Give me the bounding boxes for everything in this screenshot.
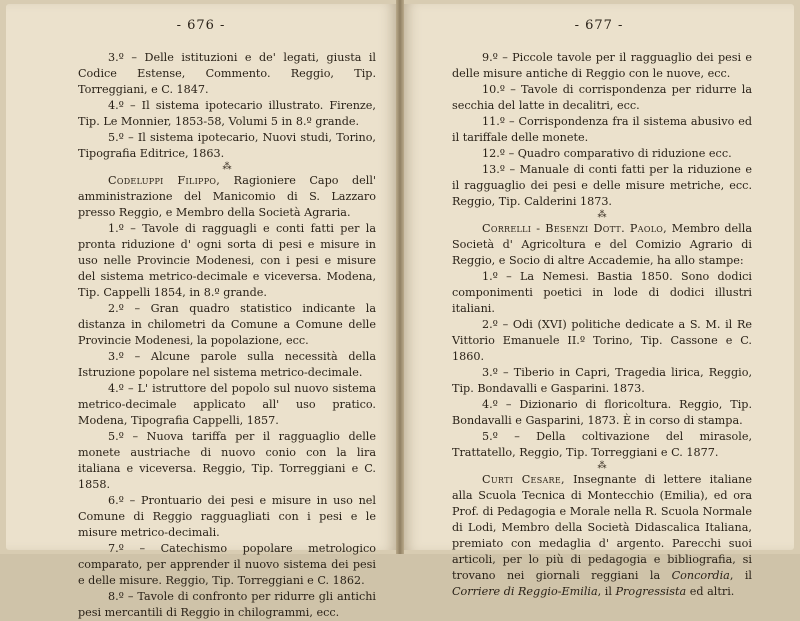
page-number: - 677 - xyxy=(574,18,624,33)
left-page xyxy=(6,4,396,619)
paragraph: 3.º – Delle istituzioni e de' legati, giusta il Codice Estense, Commento. Reggio, Tip. Torreggiani, e C. 1847. xyxy=(78,51,376,96)
page-text xyxy=(452,50,752,600)
page-number: - 676 - xyxy=(176,18,226,33)
section-separator: ⁂ xyxy=(597,461,607,471)
author-entry xyxy=(78,173,376,221)
section-separator: ⁂ xyxy=(222,162,232,172)
journal-title: Progressista xyxy=(615,585,687,598)
author-entry xyxy=(452,221,752,269)
section-separator: ⁂ xyxy=(597,210,607,220)
paragraph: 2.º – Odi (XVI) politiche dedicate a S. M. il Re Vittorio Emanuele II.º Torino, Tip. Cassone e C. 1860. xyxy=(452,318,752,363)
paragraph: 12.º – Quadro comparativo di riduzione ecc. xyxy=(482,147,732,160)
paragraph: 10.º – Tavole di corrispondenza per ridurre la secchia del latte in decalitri, ecc. xyxy=(452,83,752,112)
paragraph: 5.º – Nuova tariffa per il ragguaglio delle monete austriache di nuovo conio con la lira italiana e viceversa. Reggio, Tip. Torreggiani e C. 1858. xyxy=(78,430,376,491)
journal-title: Corriere di Reggio-Emilia xyxy=(452,585,598,598)
paragraph: 5.º – Il sistema ipotecario, Nuovi studi, Torino, Tipografia Editrice, 1863. xyxy=(78,131,376,160)
author-name: Curti Cesare, xyxy=(482,473,565,486)
journal-title: Concordia xyxy=(671,569,730,582)
author-description: Insegnante di lettere italiane alla Scuola Tecnica di Montecchio (Emilia), ed ora Prof. di Pedagogia e Morale nella R. Scuola Normale di Lodi, Membro della Società Didascalica Italiana, premiato con medaglia d' argento. Parecchi suoi articoli, per lo più di pedagogia e bibliografia, si trovano nei giornali reggiani la xyxy=(452,473,752,582)
author-entry xyxy=(452,472,752,600)
paragraph: 1.º – La Nemesi. Bastia 1850. Sono dodici componimenti poetici in lode di dodici illustri italiani. xyxy=(452,270,752,315)
paragraph: 5.º – Della coltivazione del mirasole, Trattatello, Reggio, Tip. Torreggiani e C. 1877. xyxy=(452,430,752,459)
paragraph: 8.º – Tavole di confronto per ridurre gli antichi pesi mercantili di Reggio in chilogrammi, ecc. xyxy=(78,590,376,619)
paragraph: 4.º – Dizionario di floricoltura. Reggio, Tip. Bondavalli e Gasparini, 1873. È in corso di stampa. xyxy=(452,398,752,427)
paragraph: 4.º – L' istruttore del popolo sul nuovo sistema metrico-decimale applicato all' uso pratico. Modena, Tipografia Cappelli, 1857. xyxy=(78,382,376,427)
paragraph: 7.º – Catechismo popolare metrologico comparato, per apprender il nuovo sistema dei pesi e delle misure. Reggio, Tip. Torreggiani e C. 1862. xyxy=(78,542,376,587)
author-description: Ragioniere Capo dell' amministrazione del Manicomio di S. Lazzaro presso Reggio, e Membro della Società Agraria. xyxy=(78,174,376,219)
paragraph: 6.º – Prontuario dei pesi e misure in uso nel Comune di Reggio ragguagliati con i pesi e le misure metrico-decimali. xyxy=(78,494,376,539)
right-page xyxy=(404,4,794,598)
paragraph: 3.º – Alcune parole sulla necessità della Istruzione popolare nel sistema metrico-decimale. xyxy=(78,350,376,379)
paragraph: 11.º – Corrispondenza fra il sistema abusivo ed il tariffale delle monete. xyxy=(452,115,752,144)
book-gutter xyxy=(396,0,404,554)
author-description-end: ed altri. xyxy=(686,585,735,598)
text-separator: , il xyxy=(729,569,752,582)
paragraph: 3.º – Tiberio in Capri, Tragedia lirica, Reggio, Tip. Bondavalli e Gasparini. 1873. xyxy=(452,366,752,395)
paragraph: 9.º – Piccole tavole per il ragguaglio dei pesi e delle misure antiche di Reggio con le nuove, ecc. xyxy=(452,51,752,80)
paragraph: 13.º – Manuale di conti fatti per la riduzione e il ragguaglio dei pesi e delle misure metriche, ecc. Reggio, Tip. Calderini 1873. xyxy=(452,163,752,208)
author-description: Membro della Società d' Agricoltura e del Comizio Agrario di Reggio, e Socio di altre Accademie, ha allo stampe: xyxy=(452,222,752,267)
text-separator: , il xyxy=(597,585,616,598)
author-name: Codeluppi Filippo, xyxy=(108,174,221,187)
paragraph: 2.º – Gran quadro statistico indicante la distanza in chilometri da Comune a Comune delle Provincie Modenesi, la popolazione, ecc. xyxy=(78,302,376,347)
paragraph: 1.º – Tavole di ragguagli e conti fatti per la pronta riduzione d' ogni sorta di pesi e misure in uso nelle Provincie Modenesi, con i pesi e misure del sistema metrico-decimale e viceversa. Modena, Tip. Cappelli 1854, in 8.º grande. xyxy=(78,222,376,299)
page-text xyxy=(78,50,376,621)
author-name: Correlli - Besenzi Dott. Paolo, xyxy=(482,222,668,235)
paragraph: 4.º – Il sistema ipotecario illustrato. Firenze, Tip. Le Monnier, 1853-58, Volumi 5 in 8.º grande. xyxy=(78,99,376,128)
